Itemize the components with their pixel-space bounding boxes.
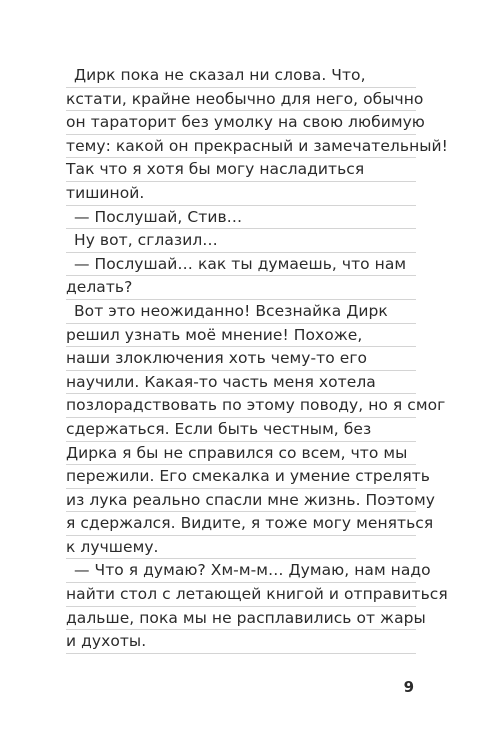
page-number: 9 bbox=[403, 678, 414, 696]
text-line: тему: какой он прекрасный и замечательный! bbox=[66, 135, 416, 159]
text-line: Так что я хотя бы могу насладиться bbox=[66, 158, 416, 182]
text-line: — Послушай… как ты думаешь, что нам bbox=[66, 253, 416, 277]
text-line: делать? bbox=[66, 276, 416, 300]
text-line: научили. Какая-то часть меня хотела bbox=[66, 371, 416, 395]
text-line: Дирка я бы не справился со всем, что мы bbox=[66, 442, 416, 466]
body-text bbox=[66, 64, 448, 654]
text-line: наши злоключения хоть чему-то его bbox=[66, 347, 416, 371]
text-line: к лучшему. bbox=[66, 536, 416, 560]
text-line: дальше, пока мы не расплавились от жары bbox=[66, 607, 416, 631]
text-line: я сдержался. Видите, я тоже могу меняться bbox=[66, 512, 416, 536]
text-line: Вот это неожиданно! Всезнайка Дирк bbox=[66, 300, 416, 324]
text-line: пережили. Его смекалка и умение стрелять bbox=[66, 465, 416, 489]
text-line: из лука реально спасли мне жизнь. Поэтому bbox=[66, 489, 416, 513]
text-line: Дирк пока не сказал ни слова. Что, bbox=[66, 64, 416, 88]
text-line: кстати, крайне необычно для него, обычно bbox=[66, 88, 416, 112]
text-line: тишиной. bbox=[66, 182, 416, 206]
text-line: позлорадствовать по этому поводу, но я смог bbox=[66, 394, 416, 418]
text-line: решил узнать моё мнение! Похоже, bbox=[66, 324, 416, 348]
text-line: — Послушай, Стив… bbox=[66, 206, 416, 230]
text-line: Ну вот, сглазил… bbox=[66, 229, 416, 253]
text-line: и духоты. bbox=[66, 630, 416, 654]
text-line: найти стол с летающей книгой и отправиться bbox=[66, 583, 416, 607]
text-line: он тараторит без умолку на свою любимую bbox=[66, 111, 416, 135]
text-line: сдержаться. Если быть честным, без bbox=[66, 418, 416, 442]
text-line: — Что я думаю? Хм-м-м… Думаю, нам надо bbox=[66, 559, 416, 583]
